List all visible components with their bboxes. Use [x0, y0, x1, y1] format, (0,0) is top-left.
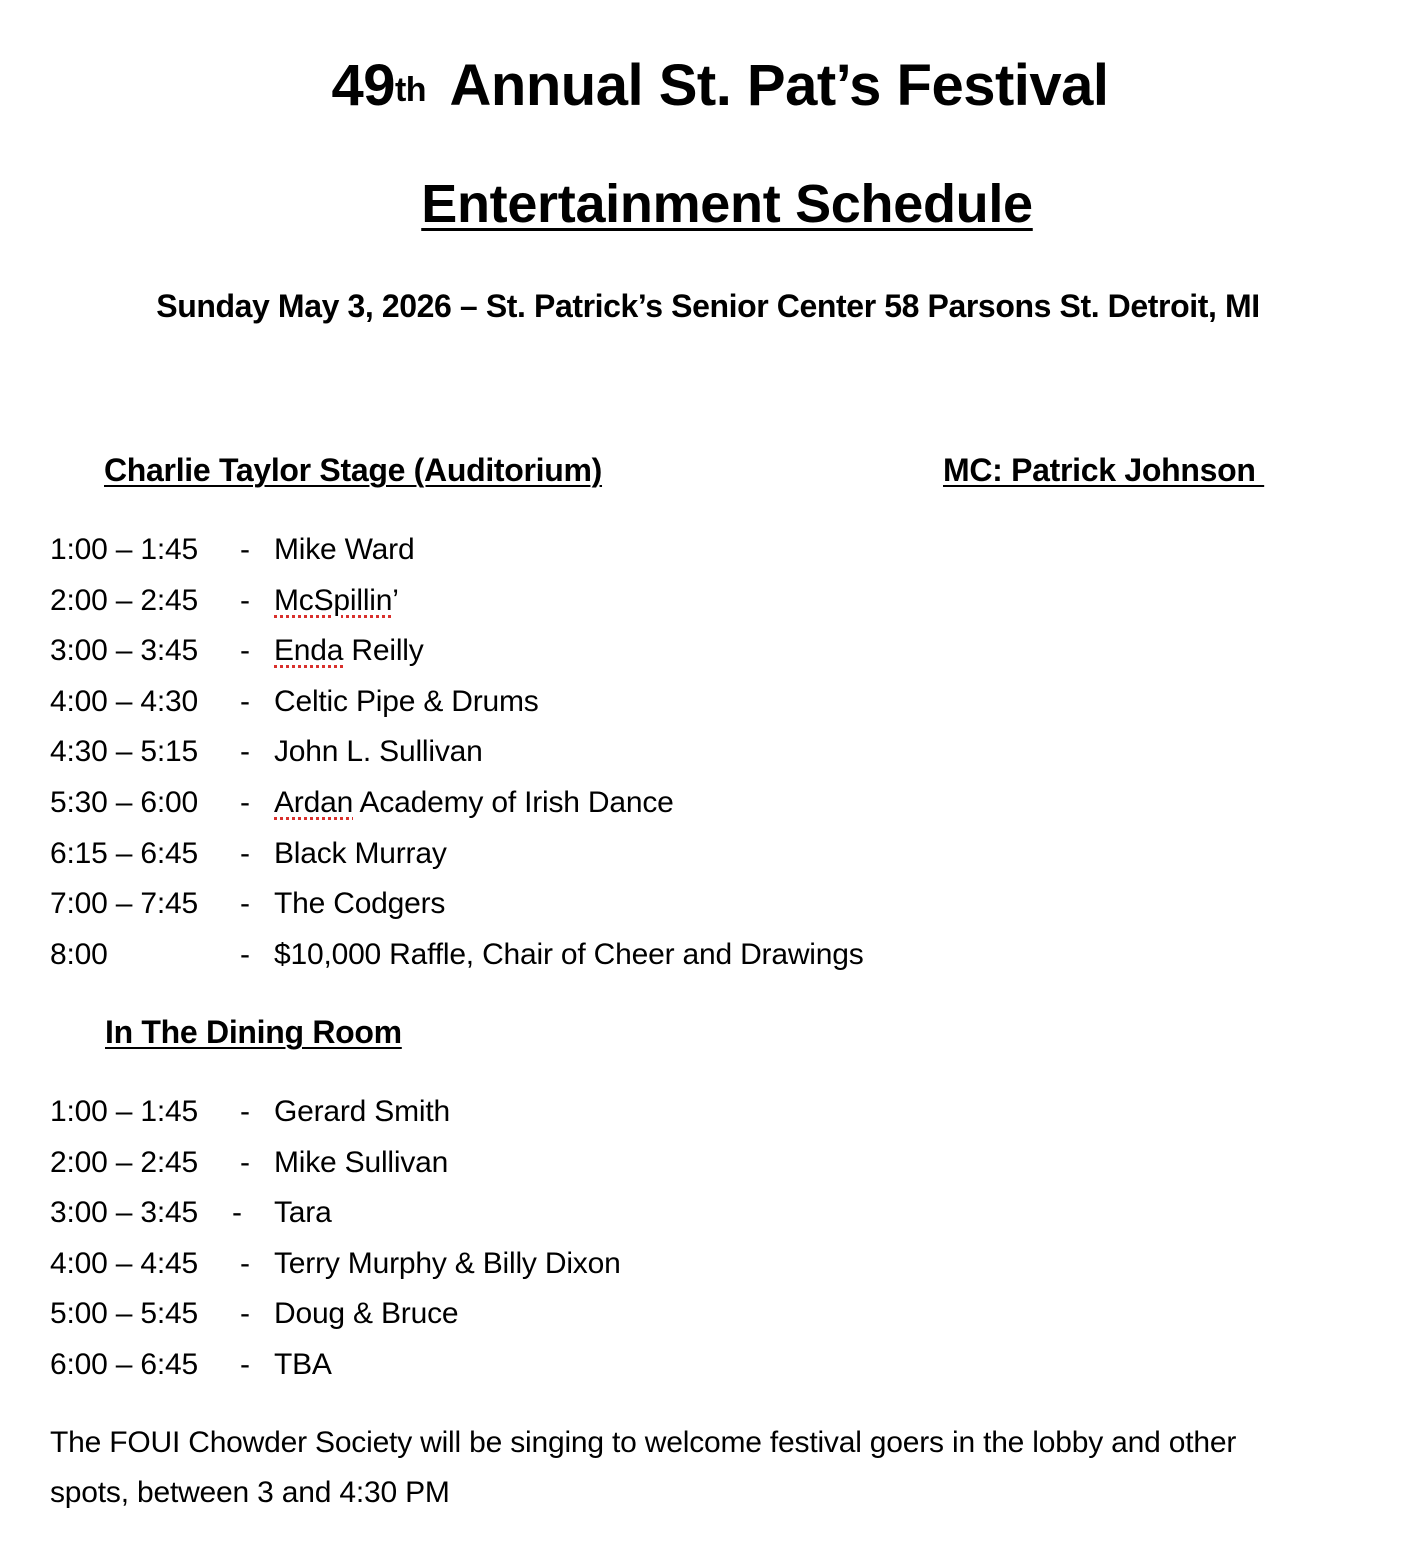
dash-separator: - [240, 684, 250, 718]
dash-separator: - [240, 786, 250, 819]
time-slot: 3:00 – 3:45 [50, 634, 198, 668]
stage-heading: Charlie Taylor Stage (Auditorium) [104, 452, 603, 488]
dash-separator: - [240, 735, 250, 769]
dash-separator: - [240, 583, 250, 617]
performer-name-rest: ’ [392, 583, 399, 617]
subtitle-text: Entertainment Schedule [421, 174, 1033, 234]
time-slot: 4:00 – 4:30 [50, 684, 198, 718]
performer-name: Terry Murphy & Billy Dixon [274, 1246, 621, 1280]
performer-name: Black Murray [274, 836, 447, 870]
time-slot: 6:15 – 6:45 [50, 836, 198, 870]
time-slot: 2:00 – 2:45 [50, 1145, 198, 1179]
performer-name: Celtic Pipe & Drums [274, 684, 539, 718]
time-slot: 1:00 – 1:45 [50, 1095, 198, 1128]
spellcheck-flagged-word: McSpillin [274, 583, 393, 617]
time-slot: 5:00 – 5:45 [50, 1297, 198, 1331]
title-number: 49 [331, 53, 395, 118]
performer-name: Mike Sullivan [274, 1145, 449, 1179]
performer-name-rest: Academy of Irish Dance [353, 786, 674, 819]
performer-name: Mike Ward [274, 533, 415, 566]
time-slot: 4:00 – 4:45 [50, 1246, 198, 1280]
title-ordinal-suffix: th [394, 71, 427, 109]
time-slot: 7:00 – 7:45 [50, 887, 198, 921]
performer-name [274, 626, 424, 676]
time-slot: 5:30 – 6:00 [50, 786, 198, 819]
event-dateline: Sunday May 3, 2026 – St. Patrick’s Senior Center 58 Parsons St. Detroit, MI [156, 288, 1260, 324]
document-title [0, 50, 1420, 122]
dash-separator: - [240, 1348, 250, 1381]
performer-name: Doug & Bruce [274, 1297, 459, 1331]
time-slot: 2:00 – 2:45 [50, 583, 198, 617]
performer-name: TBA [274, 1348, 332, 1381]
time-slot: 6:00 – 6:45 [50, 1348, 198, 1381]
title-text: Annual St. Pat’s Festival [436, 53, 1109, 118]
performer-name [274, 778, 674, 828]
dash-separator: - [240, 1297, 250, 1331]
performer-name: Gerard Smith [274, 1095, 450, 1128]
time-slot: 8:00 [50, 937, 108, 971]
dash-separator: - [240, 533, 250, 566]
performer-name: The Codgers [274, 887, 446, 921]
dash-separator: - [240, 1246, 250, 1280]
dash-separator: - [240, 887, 250, 921]
time-slot: 1:00 – 1:45 [50, 533, 198, 566]
time-slot: 4:30 – 5:15 [50, 735, 198, 769]
time-slot: 3:00 – 3:45 [50, 1196, 198, 1230]
dash-separator: - [240, 937, 250, 971]
spellcheck-flagged-word: Ardan [274, 786, 354, 819]
dash-separator: - [232, 1196, 242, 1230]
spellcheck-flagged-word: Enda [274, 634, 344, 668]
dining-heading: In The Dining Room [105, 1014, 402, 1050]
dash-separator: - [240, 1145, 250, 1179]
dash-separator: - [240, 836, 250, 870]
dash-separator: - [240, 1095, 250, 1128]
performer-name [274, 576, 399, 626]
performer-name-rest: Reilly [343, 634, 424, 668]
footer-note: The FOUI Chowder Society will be singing to welcome festival goers in the lobby and other spots, between 3 and 4:30 PM [50, 1426, 1237, 1509]
performer-name: $10,000 Raffle, Chair of Cheer and Drawings [274, 937, 864, 971]
performer-name: Tara [274, 1196, 332, 1230]
mc-heading: MC: Patrick Johnson [943, 452, 1265, 488]
dash-separator: - [240, 634, 250, 668]
performer-name: John L. Sullivan [274, 735, 483, 769]
document-subtitle [0, 170, 1420, 238]
